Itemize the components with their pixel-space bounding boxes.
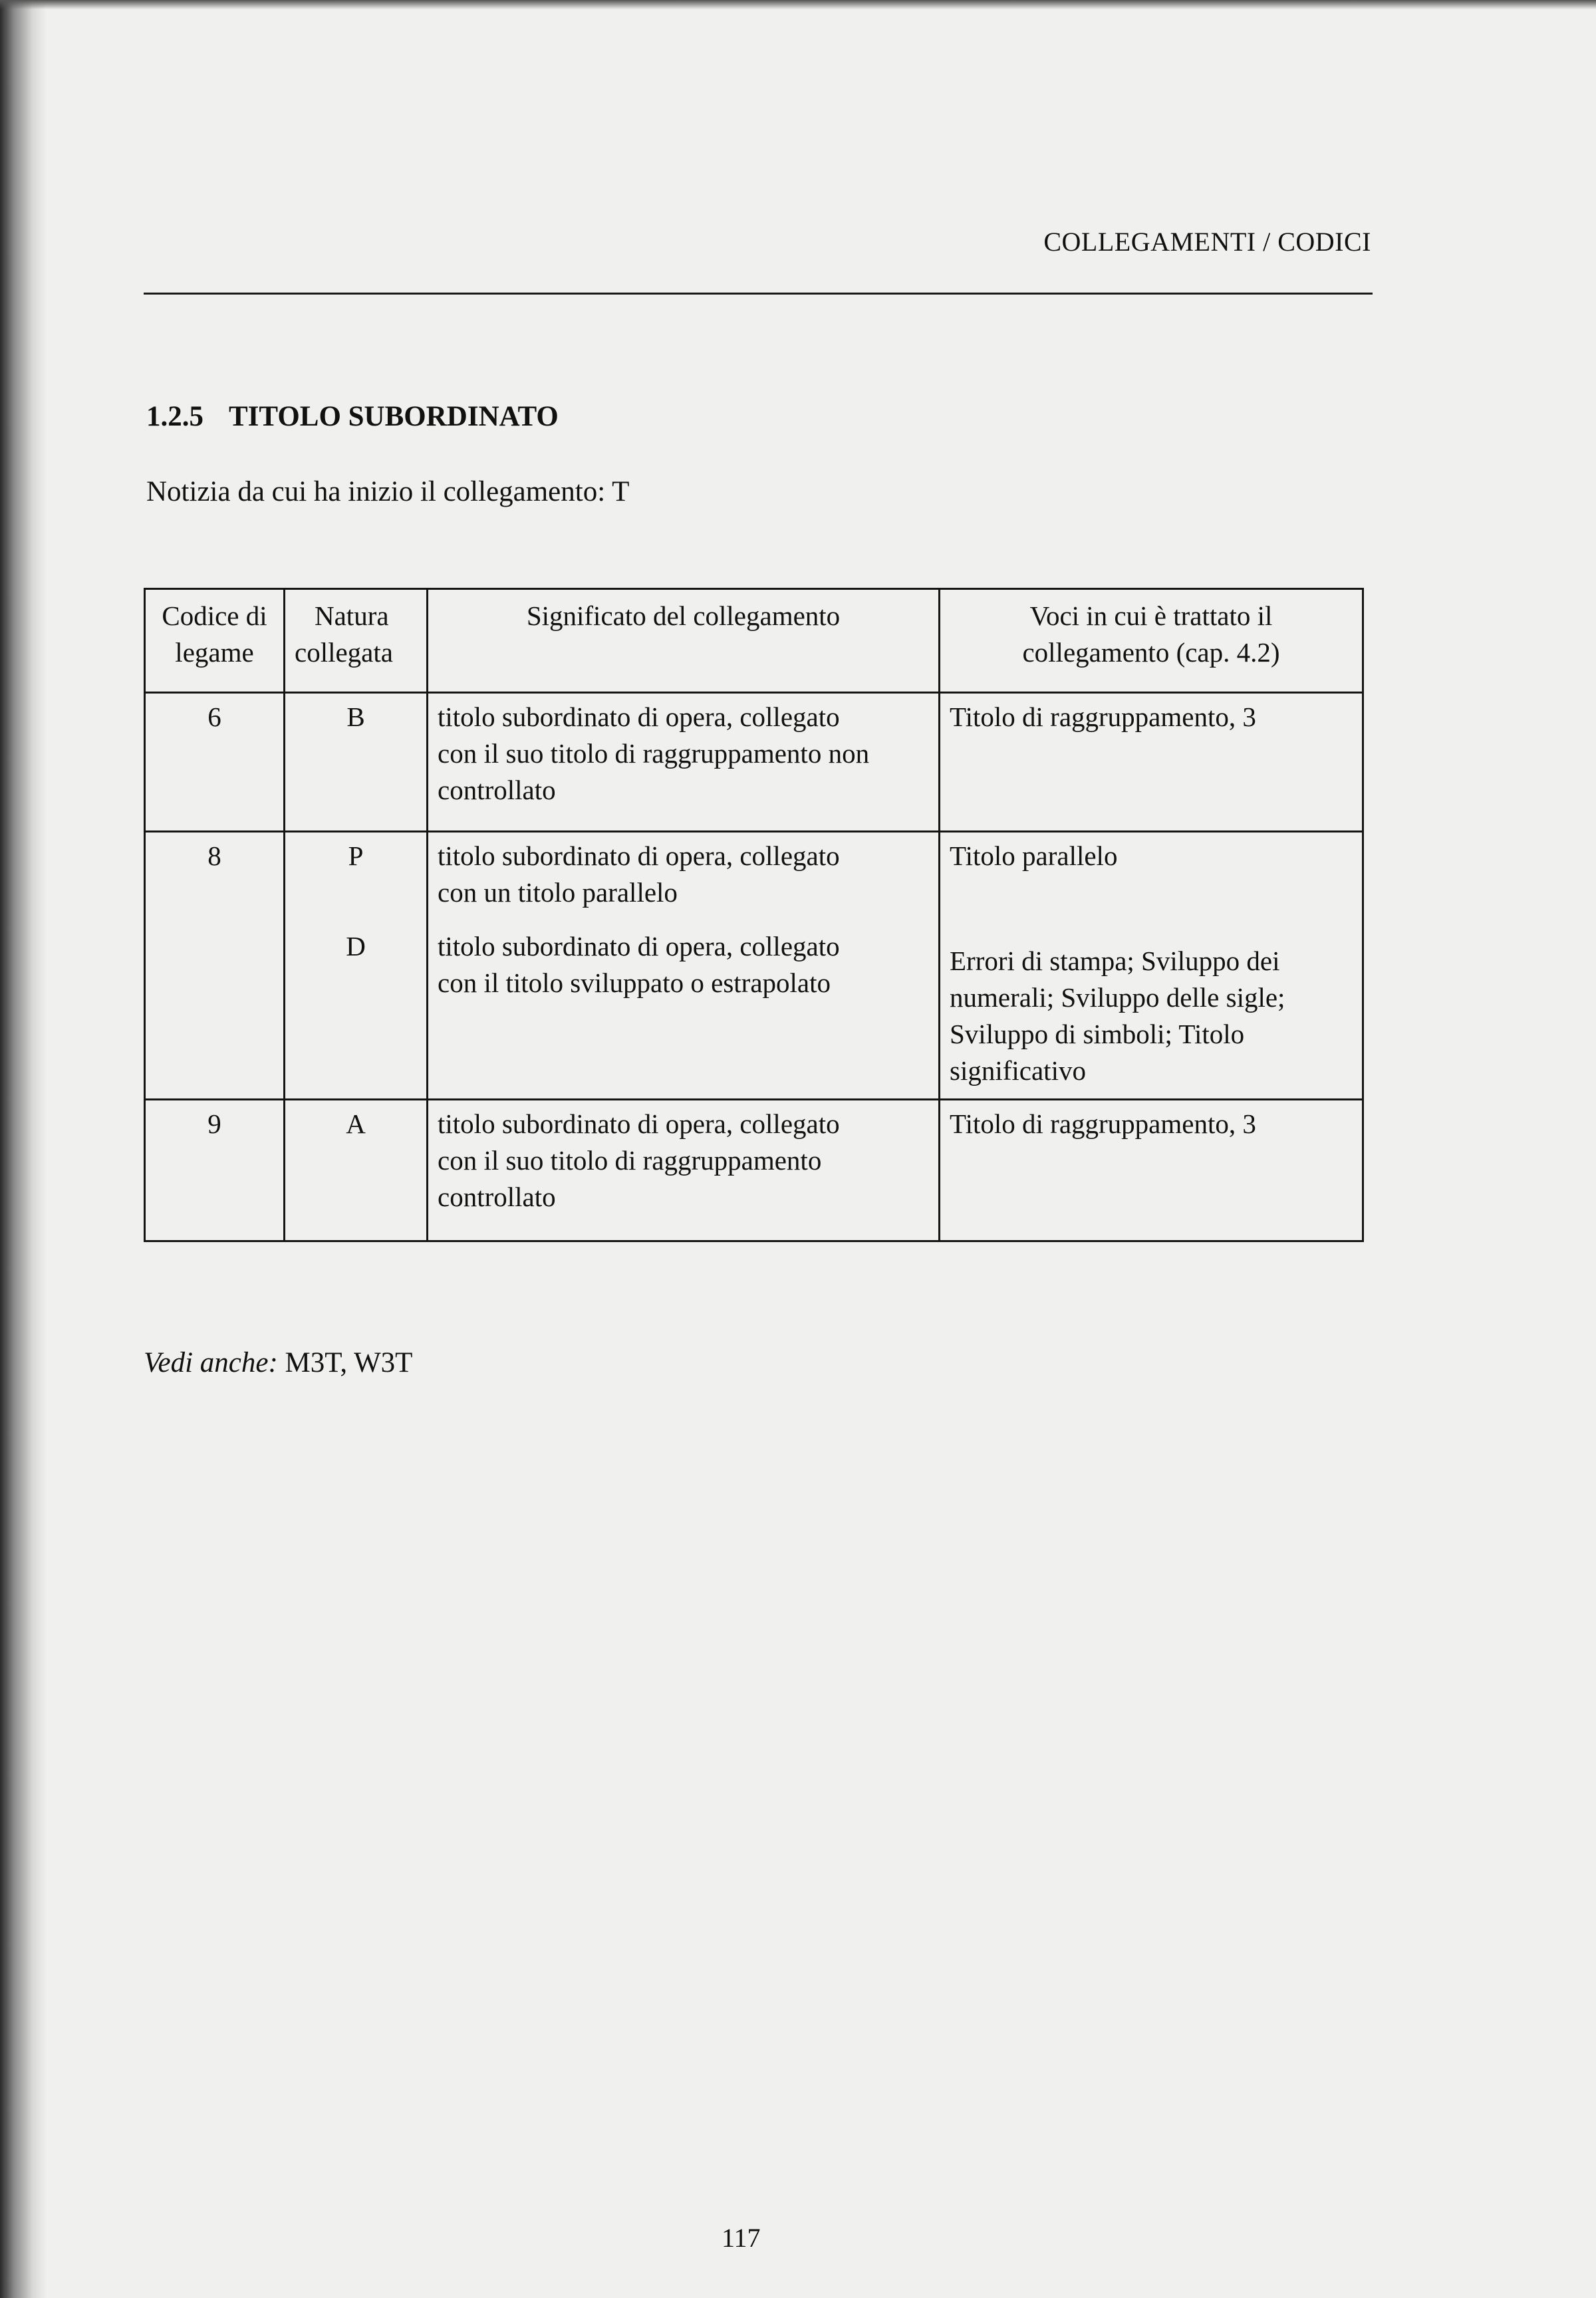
link-meaning: titolo subordinato di opera, collegato con il suo titolo di raggruppamento controllato	[428, 1100, 940, 1241]
link-entries: Errori di stampa; Sviluppo dei numerali; Sviluppo delle sigle; Sviluppo di simboli; Titolo significativo	[940, 923, 1363, 1099]
binding-shadow	[0, 0, 47, 2298]
link-code: 6	[145, 693, 285, 832]
intro-text: Notizia da cui ha inizio il collegamento: T	[146, 476, 630, 507]
link-codes-table	[144, 588, 1364, 1242]
table-row	[145, 693, 1363, 832]
linked-nature: A	[285, 1100, 428, 1241]
header-link-code: Codice di legame	[145, 589, 285, 693]
linked-nature: D	[285, 923, 428, 1099]
section-title: TITOLO SUBORDINATO	[229, 401, 559, 432]
page-number: 117	[722, 2223, 761, 2253]
link-meaning: titolo subordinato di opera, collegato con il suo titolo di raggruppamento non controllato	[428, 693, 940, 832]
link-meaning: titolo subordinato di opera, collegato con un titolo parallelo	[428, 832, 940, 924]
link-code: 9	[145, 1100, 285, 1241]
table-row	[145, 1100, 1363, 1241]
table-header-row	[145, 589, 1363, 693]
table-row	[145, 923, 1363, 1099]
running-head: COLLEGAMENTI / CODICI	[1043, 227, 1371, 257]
header-linked-nature: Natura collegata	[285, 589, 428, 693]
link-code: 8	[145, 832, 285, 924]
header-entries: Voci in cui è trattato il collegamento (cap. 4.2)	[940, 589, 1363, 693]
link-entries: Titolo di raggruppamento, 3	[940, 1100, 1363, 1241]
section-number: 1.2.5	[146, 401, 203, 432]
see-also-label: Vedi anche:	[144, 1347, 278, 1378]
linked-nature: B	[285, 693, 428, 832]
link-entries: Titolo di raggruppamento, 3	[940, 693, 1363, 832]
link-entries: Titolo parallelo	[940, 832, 1363, 924]
see-also	[144, 1346, 412, 1379]
see-also-codes: M3T, W3T	[285, 1347, 413, 1378]
section-heading	[146, 400, 559, 433]
linked-nature: P	[285, 832, 428, 924]
link-code	[145, 923, 285, 1099]
top-edge-shadow	[0, 0, 1596, 9]
link-meaning: titolo subordinato di opera, collegato con il titolo sviluppato o estrapolato	[428, 923, 940, 1099]
table-row	[145, 832, 1363, 924]
header-link-meaning: Significato del collegamento	[428, 589, 940, 693]
header-rule	[144, 293, 1373, 295]
